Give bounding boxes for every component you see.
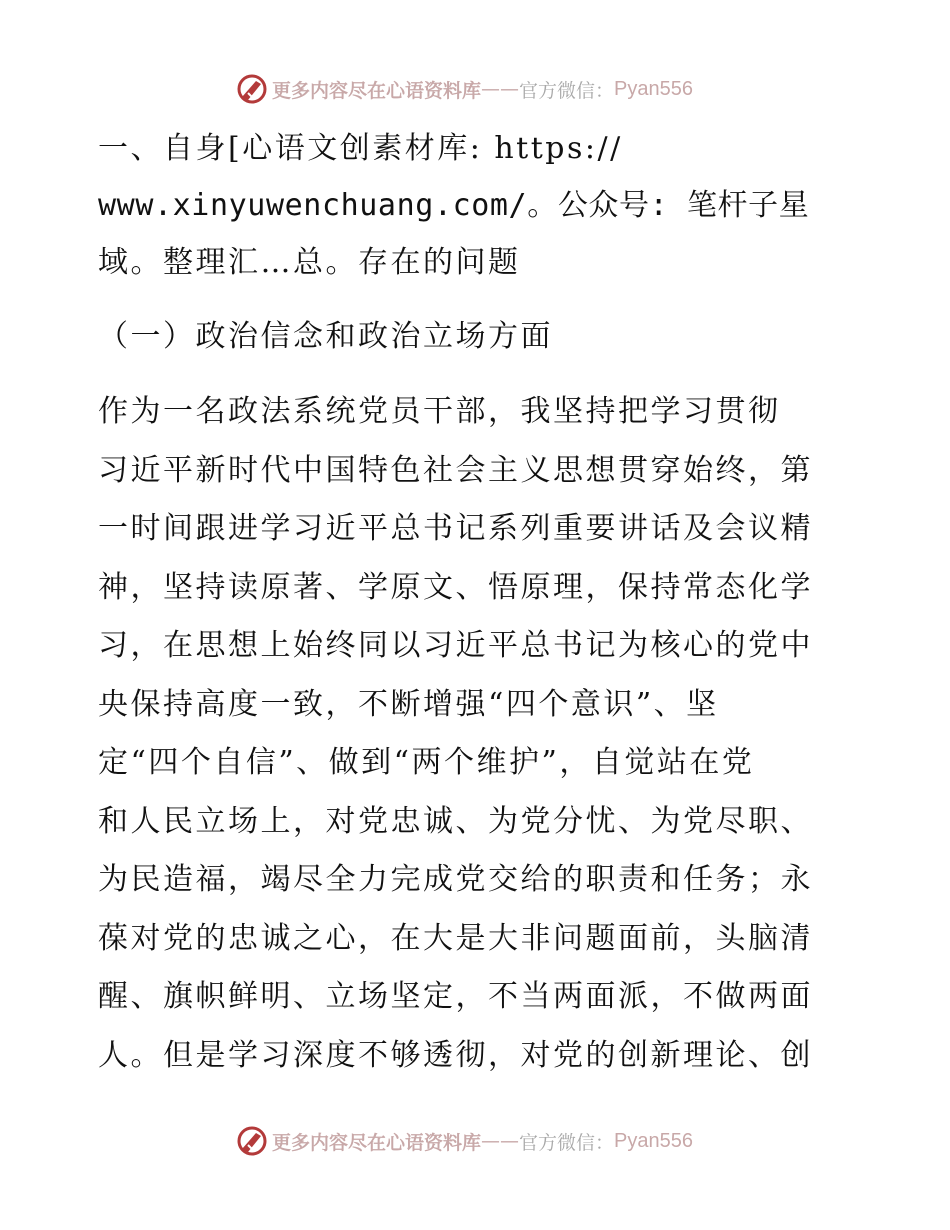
watermark-label: 官方微信： [519,79,615,102]
body-line: 作为一名政法系统党员干部，我坚持把学习贯彻 [98,394,781,429]
watermark-banner-top [236,72,693,106]
watermark-separator: —— [481,78,520,100]
body-line: 习，在思想上始终同以习近平总书记为核心的党中 [98,628,813,663]
body-line: 一时间跟进学习近平总书记系列重要讲话及会议精 [98,511,813,546]
body-line: 和人民立场上，对党忠诚、为党分忧、为党尽职、 [98,804,813,839]
body-line: 葆对党的忠诚之心，在大是大非问题面前，头脑清 [98,921,813,956]
body-line: 神，坚持读原著、学原文、悟原理，保持常态化学 [98,570,813,605]
body-line: 为民造福，竭尽全力完成党交给的职责和任务；永 [98,862,813,897]
watermark-text: 更多内容尽在心语资料库 [272,1131,482,1154]
body-line: 习近平新时代中国特色社会主义思想贯穿始终，第 [98,453,813,488]
writing-hand-logo-icon [236,1125,268,1157]
heading-line-2: www.xinyuwenchuang.com/。公众号: 笔杆子星 [98,188,810,223]
heading-line-1: 一、自身[心语文创素材库: https:// [98,131,623,166]
body-line: 定“四个自信”、做到“两个维护”，自觉站在党 [98,745,755,780]
watermark-text: 更多内容尽在心语资料库 [272,79,482,102]
body-line: 央保持高度一致，不断增强“四个意识”、坚 [98,687,719,722]
heading-line-3: 域。整理汇…总。存在的问题 [98,245,521,280]
watermark-banner-bottom [236,1124,693,1158]
watermark-label: 官方微信： [519,1131,615,1154]
watermark-separator: —— [481,1130,520,1152]
body-line: 醒、旗帜鲜明、立场坚定，不当两面派，不做两面 [98,979,813,1014]
body-line: 人。但是学习深度不够透彻，对党的创新理论、创 [98,1038,813,1073]
section-subheading: （一）政治信念和政治立场方面 [98,319,553,354]
writing-hand-logo-icon [236,73,268,105]
watermark-account: Pyan556 [614,1129,693,1152]
watermark-account: Pyan556 [614,77,693,100]
